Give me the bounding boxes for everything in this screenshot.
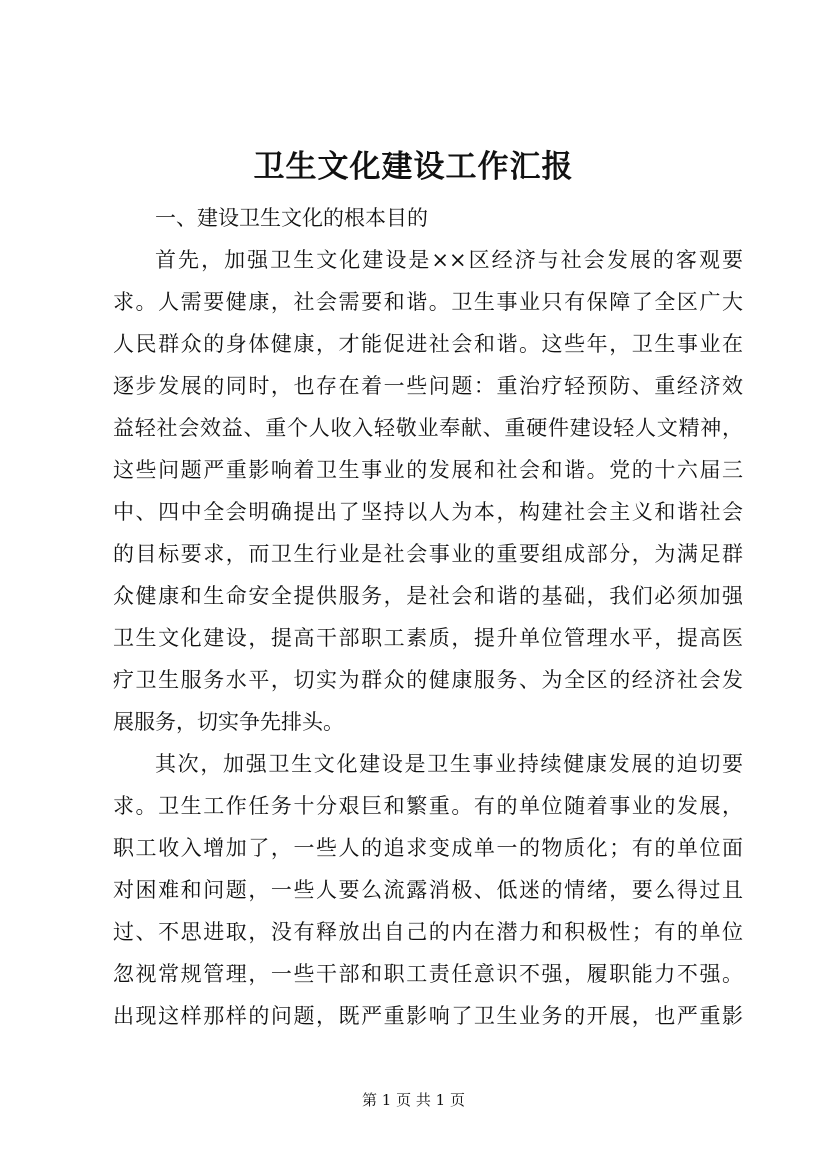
paragraph-line: 出现这样那样的问题，既严重影响了卫生业务的开展，也严重影	[113, 1004, 743, 1028]
paragraph-line: 其次，加强卫生文化建设是卫生事业持续健康发展的迫切要	[155, 752, 743, 776]
paragraph-line: 展服务，切实争先排头。	[113, 710, 344, 734]
paragraph-line: 卫生文化建设，提高干部职工素质，提升单位管理水平，提高医	[113, 626, 743, 650]
paragraph-line: 求。卫生工作任务十分艰巨和繁重。有的单位随着事业的发展，	[113, 794, 743, 818]
paragraph-line: 这些问题严重影响着卫生事业的发展和社会和谐。党的十六届三	[113, 458, 743, 482]
paragraph-line: 中、四中全会明确提出了坚持以人为本，构建社会主义和谐社会	[113, 500, 743, 524]
paragraph-line: 职工收入增加了，一些人的追求变成单一的物质化；有的单位面	[113, 836, 743, 860]
paragraph-line: 求。人需要健康，社会需要和谐。卫生事业只有保障了全区广大	[113, 290, 743, 314]
paragraph-line: 逐步发展的同时，也存在着一些问题：重治疗轻预防、重经济效	[113, 374, 743, 398]
paragraph-line: 忽视常规管理，一些干部和职工责任意识不强，履职能力不强。	[113, 962, 743, 986]
paragraph-line: 首先，加强卫生文化建设是××区经济与社会发展的客观要	[155, 248, 743, 272]
paragraph-line: 对困难和问题，一些人要么流露消极、低迷的情绪，要么得过且	[113, 878, 743, 902]
paragraph-line: 疗卫生服务水平，切实为群众的健康服务、为全区的经济社会发	[113, 668, 743, 692]
document-title: 卫生文化建设工作汇报	[253, 149, 574, 185]
paragraph-1	[113, 239, 743, 743]
paragraph-line: 人民群众的身体健康，才能促进社会和谐。这些年，卫生事业在	[113, 332, 743, 356]
section-heading: 一、建设卫生文化的根本目的	[155, 206, 428, 230]
document-body	[113, 197, 743, 1037]
paragraph-line: 的目标要求，而卫生行业是社会事业的重要组成部分，为满足群	[113, 542, 743, 566]
page-number-footer: 第 1 页 共 1 页	[362, 1091, 465, 1109]
paragraph-line: 过、不思进取，没有释放出自己的内在潜力和积极性；有的单位	[113, 920, 743, 944]
paragraph-2	[113, 743, 743, 1037]
paragraph-line: 众健康和生命安全提供服务，是社会和谐的基础，我们必须加强	[113, 584, 743, 608]
paragraph-line: 益轻社会效益、重个人收入轻敬业奉献、重硬件建设轻人文精神，	[113, 416, 743, 440]
